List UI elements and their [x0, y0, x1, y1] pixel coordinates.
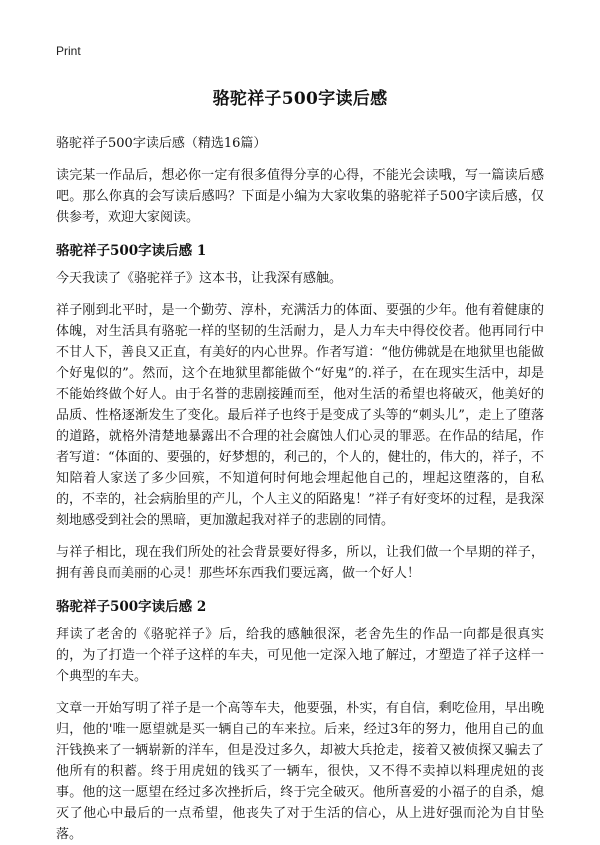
section-1-paragraph-1: 今天我读了《骆驼祥子》这本书，让我深有感触。: [56, 271, 343, 286]
document-subtitle: 骆驼祥子500字读后感（精选16篇）: [56, 136, 267, 151]
section-heading-1: 骆驼祥子500字读后感 1: [56, 243, 207, 259]
section-heading-2: 骆驼祥子500字读后感 2: [56, 599, 207, 615]
document-title: 骆驼祥子500字读后感: [212, 89, 388, 109]
intro-paragraph: 读完某一作品后，想必你一定有很多值得分享的心得，不能光会读哦，写一篇读后感吧。那么你真的会写读后感吗？下面是小编为大家收集的骆驼祥子500字读后感，仅供参考，欢迎大家阅读。: [56, 168, 544, 225]
section-2-paragraph-1: 拜读了老舍的《骆驼祥子》后，给我的感触很深，老舍先生的作品一向都是很真实的，为了打造一个祥子这样的车夫，可见他一定深入地了解过，才塑造了祥子这样一个典型的车夫。: [56, 627, 544, 684]
section-2-paragraph-2: 文章一开始写明了祥子是一个高等车夫，他要强，朴实，有自信，剩吃俭用，早出晚归，他的'唯一愿望就是买一辆自己的车来拉。后来，经过3年的努力，他用自己的血汗钱换来了一辆崭新的洋车，但是没过多久，却被大兵抢走，接着又被侦探又骗去了他所有的积蓄。终于用虎妞的钱买了一辆车，很快，又不得不卖掉以料理虎妞的丧事。他的这一愿望在经过多次挫折后，终于完全破灭。他所喜爱的小福子的自杀，熄灭了他心中最后的一点希望，他丧失了对于生活的信心，从上进好强而沦为自甘坠落。: [56, 701, 544, 842]
section-1-paragraph-3: 与祥子相比，现在我们所处的社会背景要好得多，所以，让我们做一个早期的祥子，拥有善良而美丽的心灵！那些坏东西我们要远离，做一个好人！: [56, 545, 544, 581]
section-1-paragraph-2: 祥子刚到北平时，是一个勤劳、淳朴，充满活力的体面、要强的少年。他有着健康的体魄，对生活具有骆驼一样的坚韧的生活耐力，是人力车夫中得佼佼者。他再同行中不甘人下，善良又正直，有美好的内心世界。作者写道：“他仿佛就是在地狱里也能做个好鬼似的”。然而，这个在地狱里都能做个“好鬼”的.祥子，在在现实生活中，却是不能始终做个好人。由于名誉的悲剧接踵而至，他对生活的希望也将破灭，他美好的品质、性格逐渐发生了变化。最后祥子也终于是变成了头等的“刺头儿”，走上了堕落的道路，就格外清楚地暴露出不合理的社会腐蚀人们心灵的罪恶。在作品的结尾，作者写道：“体面的、要强的，好梦想的，利己的，个人的，健壮的，伟大的，祥子，不知陪着人家送了多少回殡，不知道何时何地会埋起他自己的，埋起这堕落的，自私的，不幸的，社会病胎里的产儿，个人主义的陌路鬼！”祥子有好变坏的过程，是我深刻地感受到社会的黑暗，更加激起我对祥子的悲剧的同情。: [56, 303, 544, 528]
print-link[interactable]: Print: [56, 44, 81, 58]
